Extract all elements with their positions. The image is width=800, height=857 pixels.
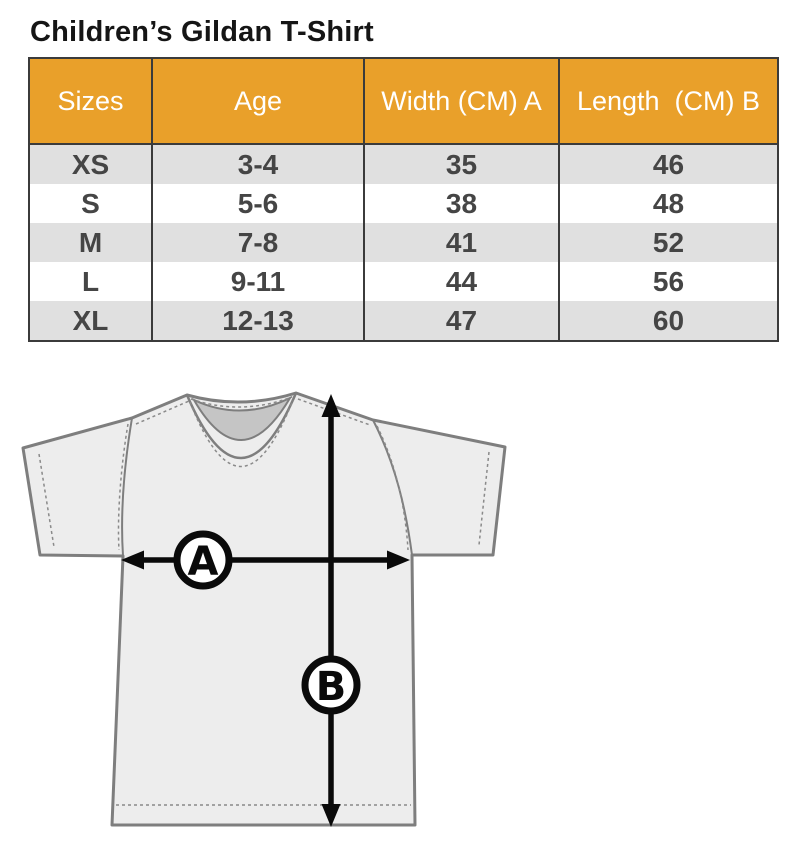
column-header-length: Length (CM) B — [559, 58, 778, 144]
size-table — [28, 57, 779, 342]
tshirt-measurement-diagram — [0, 380, 560, 857]
table-row — [29, 262, 778, 301]
width-cell: 44 — [364, 262, 559, 301]
page-title: Children’s Gildan T-Shirt — [30, 16, 374, 48]
width-marker-label: A — [187, 539, 219, 585]
tshirt-body — [23, 393, 505, 825]
width-cell: 35 — [364, 144, 559, 184]
age-cell: 3-4 — [152, 144, 364, 184]
table-header-row — [29, 58, 778, 144]
column-header-age: Age — [152, 58, 364, 144]
length-cell: 56 — [559, 262, 778, 301]
size-cell: L — [81, 265, 100, 297]
length-marker-label: B — [315, 664, 347, 710]
size-cell: M — [78, 226, 103, 258]
table-row — [29, 184, 778, 223]
column-header-width: Width (CM) A — [364, 58, 559, 144]
width-cell: 47 — [364, 301, 559, 341]
table-row — [29, 301, 778, 341]
size-cell: S — [81, 187, 100, 219]
table-row — [29, 223, 778, 262]
length-cell: 48 — [559, 184, 778, 223]
table-row — [29, 144, 778, 184]
age-cell: 9-11 — [152, 262, 364, 301]
size-cell: XL — [72, 304, 109, 336]
width-cell: 41 — [364, 223, 559, 262]
column-header-sizes: Sizes — [29, 58, 152, 144]
size-cell: XS — [71, 148, 110, 180]
width-cell: 38 — [364, 184, 559, 223]
age-cell: 5-6 — [152, 184, 364, 223]
length-cell: 46 — [559, 144, 778, 184]
age-cell: 7-8 — [152, 223, 364, 262]
age-cell: 12-13 — [152, 301, 364, 341]
length-cell: 52 — [559, 223, 778, 262]
length-cell: 60 — [559, 301, 778, 341]
